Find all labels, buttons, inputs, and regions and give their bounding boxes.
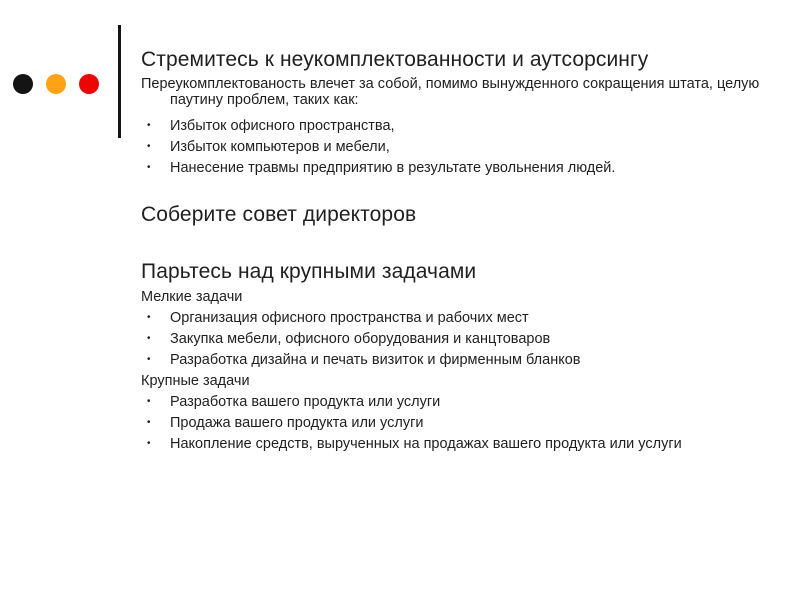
list-item xyxy=(141,413,766,434)
group-label-small-tasks: Мелкие задачи xyxy=(141,289,243,305)
list-item-text: Избыток офисного пространства, xyxy=(170,118,395,134)
decor-dot-red-icon xyxy=(79,74,99,94)
list-item xyxy=(141,158,766,179)
bullet-icon: • xyxy=(147,438,151,449)
list-item xyxy=(141,350,766,371)
heading-big-tasks: Парьтесь над крупными задачами xyxy=(141,260,477,283)
slide-content xyxy=(141,47,766,455)
list-item-text: Организация офисного пространства и рабочих мест xyxy=(170,310,529,326)
intro-paragraph: Переукомплектованость влечет за собой, помимо вынужденного сокращения штата, целую паутину проблем, таких как: xyxy=(141,76,760,108)
decor-dot-orange-icon xyxy=(46,74,66,94)
small-tasks-list xyxy=(141,308,766,371)
list-item-text: Накопление средств, вырученных на продажах вашего продукта или услуги xyxy=(170,436,682,452)
bullet-icon: • xyxy=(147,162,151,173)
list-item xyxy=(141,116,766,137)
big-tasks-list xyxy=(141,392,766,455)
bullet-icon: • xyxy=(147,333,151,344)
vertical-divider xyxy=(118,25,121,138)
slide-title: Стремитесь к неукомплектованности и аутсорсингу xyxy=(141,48,649,71)
list-item xyxy=(141,329,766,350)
bullet-icon: • xyxy=(147,396,151,407)
group-label-big-tasks: Крупные задачи xyxy=(141,373,250,389)
bullet-icon: • xyxy=(147,354,151,365)
bullet-icon: • xyxy=(147,417,151,428)
bullet-icon: • xyxy=(147,141,151,152)
bullet-icon: • xyxy=(147,312,151,323)
decor-dot-black-icon xyxy=(13,74,33,94)
bullet-icon: • xyxy=(147,120,151,131)
problems-list xyxy=(141,116,766,179)
list-item-text: Нанесение травмы предприятию в результате увольнения людей. xyxy=(170,160,616,176)
list-item-text: Разработка дизайна и печать визиток и фирменным бланков xyxy=(170,352,581,368)
list-item xyxy=(141,392,766,413)
list-item xyxy=(141,308,766,329)
list-item-text: Продажа вашего продукта или услуги xyxy=(170,415,424,431)
list-item xyxy=(141,434,766,455)
list-item-text: Избыток компьютеров и мебели, xyxy=(170,139,390,155)
list-item xyxy=(141,137,766,158)
list-item-text: Разработка вашего продукта или услуги xyxy=(170,394,441,410)
list-item-text: Закупка мебели, офисного оборудования и канцтоваров xyxy=(170,331,551,347)
heading-board-of-directors: Соберите совет директоров xyxy=(141,203,417,226)
